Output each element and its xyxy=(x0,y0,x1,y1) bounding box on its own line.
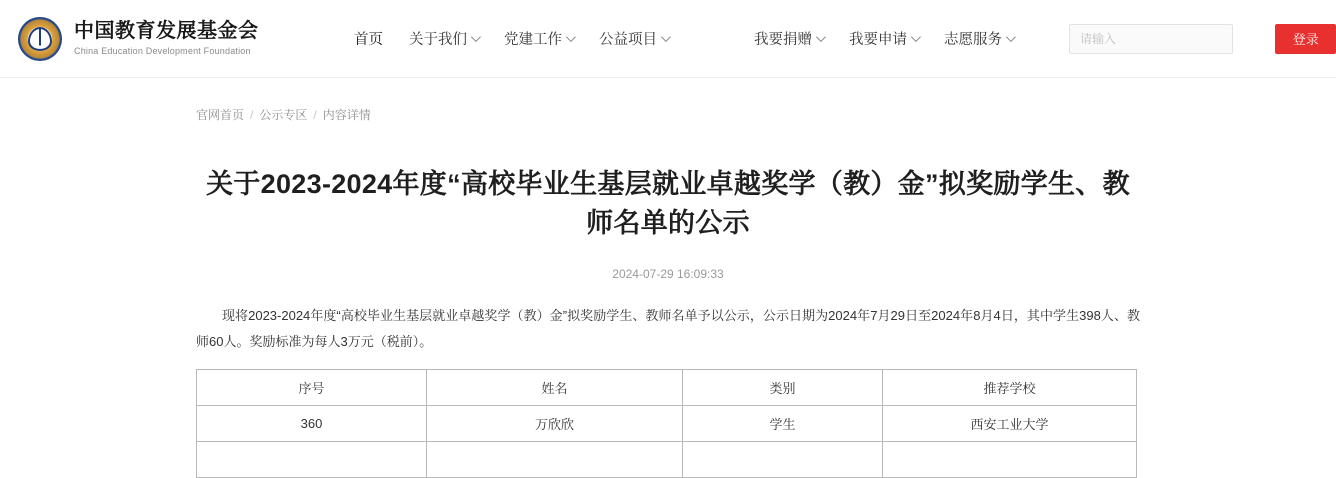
search-input[interactable] xyxy=(1070,25,1233,53)
brand-name-cn: 中国教育发展基金会 xyxy=(74,20,259,43)
nav-item-donate[interactable] xyxy=(754,28,823,49)
nav-item-label: 关于我们 xyxy=(409,32,467,48)
chevron-down-icon xyxy=(1006,32,1016,42)
table-row xyxy=(197,406,1137,442)
chevron-down-icon xyxy=(566,32,576,42)
cell-category: 学生 xyxy=(683,406,883,442)
article-paragraph: 现将2023-2024年度“高校毕业生基层就业卓越奖学（教）金”拟奖励学生、教师名单予以公示，公示日期为2024年7月29日至2024年8月4日，其中学生398人、教师60人。奖励标准为每人3万元（税前）。 xyxy=(196,308,1140,350)
cell-name xyxy=(427,442,683,478)
nav-item-label: 志愿服务 xyxy=(944,32,1002,48)
breadcrumb-item-detail: 内容详情 xyxy=(322,108,371,122)
breadcrumb xyxy=(196,78,1140,123)
article-timestamp: 2024-07-29 16:09:33 xyxy=(612,267,724,282)
nav-item-label: 我要捐赠 xyxy=(754,32,812,48)
nav-item-apply[interactable] xyxy=(849,28,918,49)
table-row xyxy=(197,442,1137,478)
award-list-table xyxy=(196,369,1137,478)
site-header xyxy=(0,0,1336,78)
page-title: 关于2023-2024年度“高校毕业生基层就业卓越奖学（教）金”拟奖励学生、教师名单的公示 xyxy=(206,169,1130,239)
column-header-category: 类别 xyxy=(683,370,883,406)
chevron-down-icon xyxy=(816,32,826,42)
nav-item-about[interactable] xyxy=(409,28,478,49)
nav-item-public-projects[interactable] xyxy=(599,28,668,49)
brand-block[interactable] xyxy=(18,17,268,61)
breadcrumb-separator: / xyxy=(250,107,254,122)
cell-school: 西安工业大学 xyxy=(883,406,1137,442)
nav-item-label: 首页 xyxy=(354,32,383,48)
column-header-index: 序号 xyxy=(197,370,427,406)
brand-name-en: China Education Development Foundation xyxy=(74,46,251,57)
chevron-down-icon xyxy=(661,32,671,42)
login-button[interactable]: 登录 xyxy=(1275,24,1336,54)
nav-item-party-work[interactable] xyxy=(504,28,573,49)
chevron-down-icon xyxy=(471,32,481,42)
page-content xyxy=(0,78,1336,478)
nav-item-volunteer[interactable] xyxy=(944,28,1013,49)
cell-index: 360 xyxy=(197,406,427,442)
cell-name: 万欣欣 xyxy=(427,406,683,442)
column-header-school: 推荐学校 xyxy=(883,370,1137,406)
foundation-logo-icon xyxy=(18,17,62,61)
cell-category xyxy=(683,442,883,478)
search-box[interactable] xyxy=(1069,24,1233,54)
chevron-down-icon xyxy=(911,32,921,42)
cell-school xyxy=(883,442,1137,478)
main-navigation xyxy=(354,28,1013,49)
breadcrumb-item-home[interactable]: 官网首页 xyxy=(196,108,245,122)
nav-item-home[interactable] xyxy=(354,28,383,49)
nav-item-label: 我要申请 xyxy=(849,32,907,48)
table-header-row xyxy=(197,370,1137,406)
brand-text xyxy=(74,20,259,56)
breadcrumb-item-notices[interactable]: 公示专区 xyxy=(259,108,308,122)
cell-index xyxy=(197,442,427,478)
nav-item-label: 公益项目 xyxy=(599,32,657,48)
nav-item-label: 党建工作 xyxy=(504,32,562,48)
breadcrumb-separator: / xyxy=(313,107,317,122)
column-header-name: 姓名 xyxy=(427,370,683,406)
